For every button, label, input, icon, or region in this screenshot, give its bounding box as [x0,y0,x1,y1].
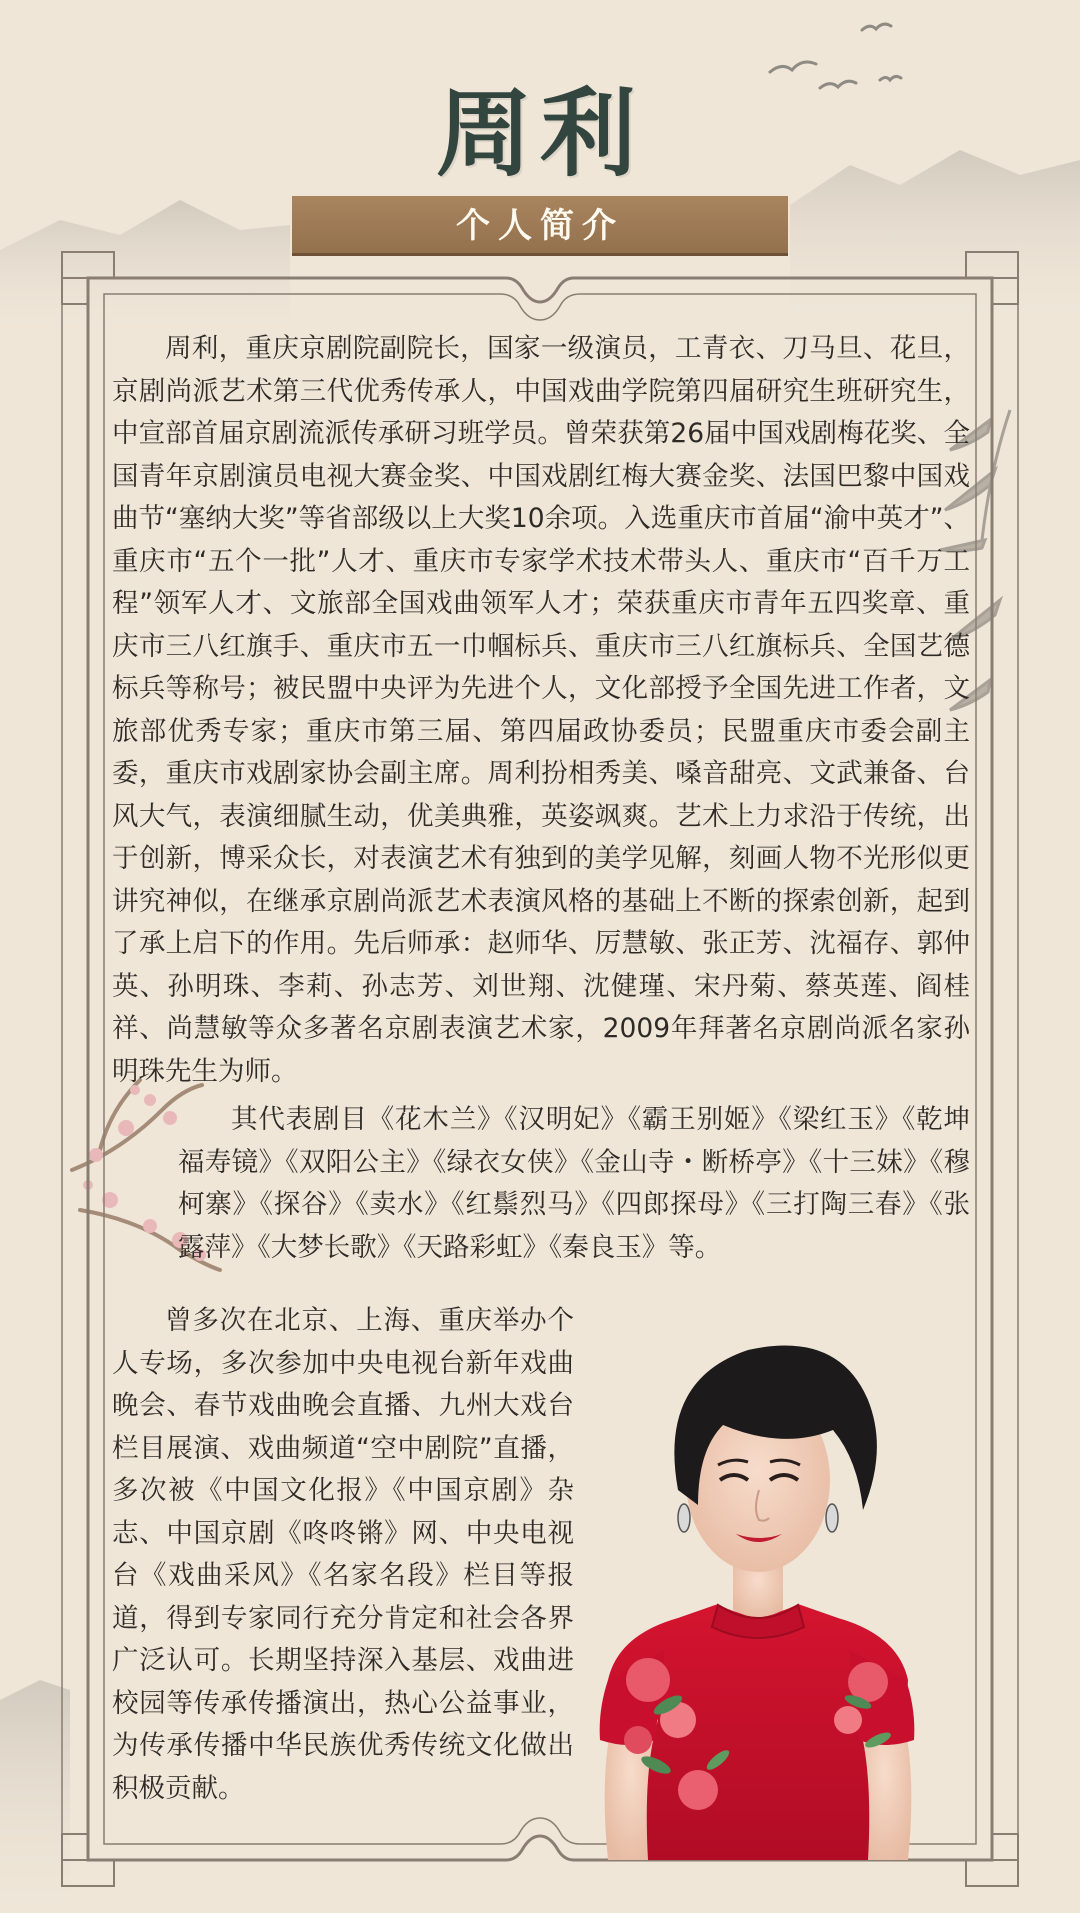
bio-paragraph-repertoire: 其代表剧目《花木兰》《汉明妃》《霸王别姬》《梁红玉》《乾坤福寿镜》《双阳公主》《绿衣女侠》《金山寺・断桥亭》《十三妹》《穆柯寨》《探谷》《卖水》《红鬃烈马》《四郎探母》《三打陶三春》《张露萍》《大梦长歌》《天路彩虹》《秦良玉》等。 [178,1104,970,1263]
bio-main [112,328,970,1269]
page-title: 周利 [436,77,644,190]
portrait-image [548,1320,966,1860]
bio-paragraph-intro: 周利，重庆京剧院副院长，国家一级演员，工青衣、刀马旦、花旦，京剧尚派艺术第三代优秀传承人，中国戏曲学院第四届研究生班研究生，中宣部首届京剧流派传承研习班学员。曾荣获第26届中国戏剧梅花奖、全国青年京剧演员电视大赛金奖、中国戏剧红梅大赛金奖、法国巴黎中国戏曲节“塞纳大奖”等省部级以上大奖10余项。入选重庆市首届“渝中英才”、重庆市“五个一批”人才、重庆市专家学术技术带头人、重庆市“百千万工程”领军人才、文旅部全国戏曲领军人才；荣获重庆市青年五四奖章、重庆市三八红旗手、重庆市五一巾帼标兵、重庆市三八红旗标兵、全国艺德标兵等称号；被民盟中央评为先进个人，文化部授予全国先进工作者，文旅部优秀专家；重庆市第三届、第四届政协委员；民盟重庆市委会副主委，重庆市戏剧家协会副主席。周利扮相秀美、嗓音甜亮、文武兼备、台风大气，表演细腻生动，优美典雅，英姿飒爽。艺术上力求沿于传统，出于创新，博采众长，对表演艺术有独到的美学见解，刻画人物不光形似更讲究神似，在继承京剧尚派艺术表演风格的基础上不断的探索创新，起到了承上启下的作用。先后师承：赵师华、厉慧敏、张正芳、沈福存、郭仲英、孙明珠、李莉、孙志芳、刘世翔、沈健瑾、宋丹菊、蔡英莲、阎桂祥、尚慧敏等众多著名京剧表演艺术家，2009年拜著名京剧尚派名家孙明珠先生为师。 [112,333,970,1087]
section-banner: 个人简介 [292,196,788,256]
bio-paragraph-performances: 曾多次在北京、上海、重庆举办个人专场，多次参加中央电视台新年戏曲晚会、春节戏曲晚会直播、九州大戏台栏目展演、戏曲频道“空中剧院”直播，多次被《中国文化报》《中国京剧》杂志、中国京剧《咚咚锵》网、中央电视台《戏曲采风》《名家名段》栏目等报道，得到专家同行充分肯定和社会各界广泛认可。长期坚持深入基层、戏曲进校园等传承传播演出，热心公益事业，为传承传播中华民族优秀传统文化做出积极贡献。 [112,1305,574,1804]
